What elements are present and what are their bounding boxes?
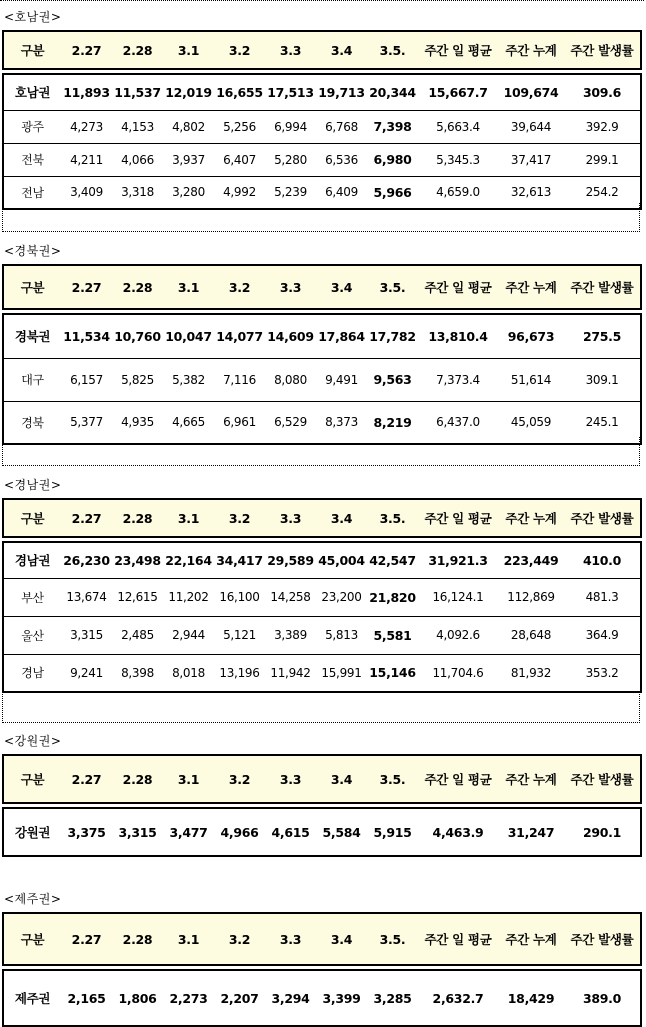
cell-value: 34,417 bbox=[214, 542, 265, 578]
cell-value: 18,429 bbox=[498, 970, 564, 1026]
table-row bbox=[3, 578, 641, 616]
column-header: 주간 누계 bbox=[498, 755, 564, 803]
column-header: 3.2 bbox=[214, 913, 265, 965]
cell-value: 6,157 bbox=[61, 358, 112, 401]
cell-value: 4,665 bbox=[163, 401, 214, 444]
cell-value: 11,534 bbox=[61, 314, 112, 358]
cell-value: 8,219 bbox=[367, 401, 418, 444]
section-table bbox=[2, 30, 642, 210]
cell-value: 5,377 bbox=[61, 401, 112, 444]
dotted-spacer bbox=[2, 437, 640, 466]
cell-value: 9,491 bbox=[316, 358, 367, 401]
cell-value: 5,256 bbox=[214, 110, 265, 143]
cell-value: 4,153 bbox=[112, 110, 163, 143]
cell-value: 3,294 bbox=[265, 970, 316, 1026]
cell-value: 31,247 bbox=[498, 808, 564, 856]
cell-value: 2,207 bbox=[214, 970, 265, 1026]
column-header: 3.1 bbox=[163, 499, 214, 537]
cell-value: 3,399 bbox=[316, 970, 367, 1026]
table-header-row bbox=[3, 755, 641, 803]
cell-value: 12,019 bbox=[163, 74, 214, 110]
row-label: 울산 bbox=[3, 616, 61, 654]
column-header: 2.28 bbox=[112, 499, 163, 537]
cell-value: 4,659.0 bbox=[418, 176, 498, 209]
column-header: 주간 발생률 bbox=[564, 913, 641, 965]
cell-value: 22,164 bbox=[163, 542, 214, 578]
region-total-row bbox=[3, 808, 641, 856]
section-table bbox=[2, 912, 642, 1027]
column-header: 2.27 bbox=[61, 913, 112, 965]
cell-value: 45,059 bbox=[498, 401, 564, 444]
cell-value: 5,382 bbox=[163, 358, 214, 401]
page-top-dotted-line bbox=[0, 0, 644, 1]
cell-value: 17,864 bbox=[316, 314, 367, 358]
cell-value: 4,992 bbox=[214, 176, 265, 209]
section-title: <경남권> bbox=[4, 478, 62, 492]
cell-value: 1,806 bbox=[112, 970, 163, 1026]
column-header: 3.5. bbox=[367, 265, 418, 309]
table-header-row bbox=[3, 499, 641, 537]
cell-value: 4,211 bbox=[61, 143, 112, 176]
row-label: 전남 bbox=[3, 176, 61, 209]
cell-value: 96,673 bbox=[498, 314, 564, 358]
column-header: 주간 누계 bbox=[498, 913, 564, 965]
row-label: 경북권 bbox=[3, 314, 61, 358]
section-table bbox=[2, 498, 642, 693]
column-header: 주간 일 평균 bbox=[418, 265, 498, 309]
region-total-row bbox=[3, 314, 641, 358]
cell-value: 6,437.0 bbox=[418, 401, 498, 444]
column-header: 주간 일 평균 bbox=[418, 913, 498, 965]
section-title: <호남권> bbox=[4, 10, 62, 24]
cell-value: 16,655 bbox=[214, 74, 265, 110]
column-header: 주간 일 평균 bbox=[418, 31, 498, 69]
cell-value: 2,485 bbox=[112, 616, 163, 654]
cell-value: 8,398 bbox=[112, 654, 163, 692]
column-header: 3.5. bbox=[367, 755, 418, 803]
cell-value: 8,080 bbox=[265, 358, 316, 401]
cell-value: 3,315 bbox=[112, 808, 163, 856]
cell-value: 6,407 bbox=[214, 143, 265, 176]
section-table bbox=[2, 264, 642, 445]
column-header: 주간 일 평균 bbox=[418, 499, 498, 537]
column-header: 3.1 bbox=[163, 755, 214, 803]
column-header: 3.2 bbox=[214, 755, 265, 803]
cell-value: 309.1 bbox=[564, 358, 641, 401]
column-header: 2.27 bbox=[61, 31, 112, 69]
cell-value: 3,389 bbox=[265, 616, 316, 654]
cell-value: 3,477 bbox=[163, 808, 214, 856]
cell-value: 109,674 bbox=[498, 74, 564, 110]
column-header: 2.28 bbox=[112, 265, 163, 309]
column-header: 2.27 bbox=[61, 499, 112, 537]
section-table bbox=[2, 754, 642, 857]
cell-value: 410.0 bbox=[564, 542, 641, 578]
cell-value: 17,782 bbox=[367, 314, 418, 358]
cell-value: 14,258 bbox=[265, 578, 316, 616]
dotted-spacer bbox=[2, 203, 640, 232]
cell-value: 14,077 bbox=[214, 314, 265, 358]
section-title: <강원권> bbox=[4, 734, 62, 748]
cell-value: 10,047 bbox=[163, 314, 214, 358]
column-header: 3.2 bbox=[214, 265, 265, 309]
cell-value: 11,537 bbox=[112, 74, 163, 110]
cell-value: 7,373.4 bbox=[418, 358, 498, 401]
column-header: 3.3 bbox=[265, 755, 316, 803]
cell-value: 2,165 bbox=[61, 970, 112, 1026]
cell-value: 309.6 bbox=[564, 74, 641, 110]
column-header: 3.4 bbox=[316, 265, 367, 309]
cell-value: 392.9 bbox=[564, 110, 641, 143]
column-header: 3.3 bbox=[265, 499, 316, 537]
column-header: 구분 bbox=[3, 265, 61, 309]
cell-value: 9,241 bbox=[61, 654, 112, 692]
column-header: 3.1 bbox=[163, 31, 214, 69]
cell-value: 3,315 bbox=[61, 616, 112, 654]
cell-value: 14,609 bbox=[265, 314, 316, 358]
column-header: 3.2 bbox=[214, 499, 265, 537]
cell-value: 353.2 bbox=[564, 654, 641, 692]
row-label: 경북 bbox=[3, 401, 61, 444]
cell-value: 42,547 bbox=[367, 542, 418, 578]
cell-value: 6,980 bbox=[367, 143, 418, 176]
cell-value: 2,273 bbox=[163, 970, 214, 1026]
cell-value: 3,318 bbox=[112, 176, 163, 209]
cell-value: 5,121 bbox=[214, 616, 265, 654]
cell-value: 29,589 bbox=[265, 542, 316, 578]
cell-value: 290.1 bbox=[564, 808, 641, 856]
cell-value: 45,004 bbox=[316, 542, 367, 578]
cell-value: 5,825 bbox=[112, 358, 163, 401]
column-header: 주간 누계 bbox=[498, 265, 564, 309]
column-header: 주간 일 평균 bbox=[418, 755, 498, 803]
cell-value: 15,146 bbox=[367, 654, 418, 692]
cell-value: 5,239 bbox=[265, 176, 316, 209]
cell-value: 5,915 bbox=[367, 808, 418, 856]
column-header: 3.1 bbox=[163, 913, 214, 965]
cell-value: 2,944 bbox=[163, 616, 214, 654]
table-header-row bbox=[3, 31, 641, 69]
section-title: <제주권> bbox=[4, 892, 62, 906]
cell-value: 481.3 bbox=[564, 578, 641, 616]
column-header: 3.2 bbox=[214, 31, 265, 69]
row-label: 전북 bbox=[3, 143, 61, 176]
cell-value: 21,820 bbox=[367, 578, 418, 616]
cell-value: 6,994 bbox=[265, 110, 316, 143]
column-header: 2.28 bbox=[112, 755, 163, 803]
cell-value: 28,648 bbox=[498, 616, 564, 654]
cell-value: 37,417 bbox=[498, 143, 564, 176]
cell-value: 4,615 bbox=[265, 808, 316, 856]
column-header: 주간 발생률 bbox=[564, 265, 641, 309]
cell-value: 5,966 bbox=[367, 176, 418, 209]
cell-value: 23,200 bbox=[316, 578, 367, 616]
region-total-row bbox=[3, 542, 641, 578]
column-header: 3.5. bbox=[367, 31, 418, 69]
row-label: 제주권 bbox=[3, 970, 61, 1026]
cell-value: 4,935 bbox=[112, 401, 163, 444]
cell-value: 5,345.3 bbox=[418, 143, 498, 176]
column-header: 3.5. bbox=[367, 499, 418, 537]
column-header: 주간 발생률 bbox=[564, 755, 641, 803]
cell-value: 81,932 bbox=[498, 654, 564, 692]
table-row bbox=[3, 110, 641, 143]
dotted-spacer bbox=[2, 692, 640, 723]
cell-value: 6,768 bbox=[316, 110, 367, 143]
column-header: 주간 발생률 bbox=[564, 31, 641, 69]
cell-value: 11,202 bbox=[163, 578, 214, 616]
cell-value: 10,760 bbox=[112, 314, 163, 358]
cell-value: 3,285 bbox=[367, 970, 418, 1026]
cell-value: 6,409 bbox=[316, 176, 367, 209]
cell-value: 8,018 bbox=[163, 654, 214, 692]
column-header: 2.28 bbox=[112, 913, 163, 965]
cell-value: 7,398 bbox=[367, 110, 418, 143]
cell-value: 11,704.6 bbox=[418, 654, 498, 692]
cell-value: 5,584 bbox=[316, 808, 367, 856]
table-header-row bbox=[3, 265, 641, 309]
column-header: 3.1 bbox=[163, 265, 214, 309]
cell-value: 4,463.9 bbox=[418, 808, 498, 856]
table-row bbox=[3, 358, 641, 401]
cell-value: 11,893 bbox=[61, 74, 112, 110]
cell-value: 26,230 bbox=[61, 542, 112, 578]
cell-value: 4,966 bbox=[214, 808, 265, 856]
cell-value: 39,644 bbox=[498, 110, 564, 143]
region-total-row bbox=[3, 74, 641, 110]
cell-value: 299.1 bbox=[564, 143, 641, 176]
column-header: 구분 bbox=[3, 499, 61, 537]
cell-value: 5,581 bbox=[367, 616, 418, 654]
cell-value: 13,196 bbox=[214, 654, 265, 692]
cell-value: 7,116 bbox=[214, 358, 265, 401]
table-header-row bbox=[3, 913, 641, 965]
section-title: <경북권> bbox=[4, 244, 62, 258]
table-row bbox=[3, 616, 641, 654]
cell-value: 13,810.4 bbox=[418, 314, 498, 358]
row-label: 경남권 bbox=[3, 542, 61, 578]
table-row bbox=[3, 654, 641, 692]
cell-value: 5,813 bbox=[316, 616, 367, 654]
column-header: 구분 bbox=[3, 31, 61, 69]
cell-value: 11,942 bbox=[265, 654, 316, 692]
cell-value: 245.1 bbox=[564, 401, 641, 444]
cell-value: 389.0 bbox=[564, 970, 641, 1026]
cell-value: 3,375 bbox=[61, 808, 112, 856]
column-header: 3.4 bbox=[316, 499, 367, 537]
cell-value: 5,663.4 bbox=[418, 110, 498, 143]
cell-value: 254.2 bbox=[564, 176, 641, 209]
column-header: 3.3 bbox=[265, 913, 316, 965]
cell-value: 31,921.3 bbox=[418, 542, 498, 578]
row-label: 광주 bbox=[3, 110, 61, 143]
cell-value: 15,667.7 bbox=[418, 74, 498, 110]
column-header: 3.3 bbox=[265, 31, 316, 69]
cell-value: 9,563 bbox=[367, 358, 418, 401]
row-label: 호남권 bbox=[3, 74, 61, 110]
cell-value: 6,529 bbox=[265, 401, 316, 444]
cell-value: 51,614 bbox=[498, 358, 564, 401]
region-total-row bbox=[3, 970, 641, 1026]
column-header: 3.5. bbox=[367, 913, 418, 965]
cell-value: 3,280 bbox=[163, 176, 214, 209]
cell-value: 4,802 bbox=[163, 110, 214, 143]
cell-value: 32,613 bbox=[498, 176, 564, 209]
cell-value: 19,713 bbox=[316, 74, 367, 110]
column-header: 구분 bbox=[3, 755, 61, 803]
cell-value: 3,409 bbox=[61, 176, 112, 209]
cell-value: 6,961 bbox=[214, 401, 265, 444]
cell-value: 12,615 bbox=[112, 578, 163, 616]
column-header: 2.27 bbox=[61, 755, 112, 803]
column-header: 구분 bbox=[3, 913, 61, 965]
cell-value: 16,100 bbox=[214, 578, 265, 616]
cell-value: 4,092.6 bbox=[418, 616, 498, 654]
cell-value: 23,498 bbox=[112, 542, 163, 578]
row-label: 부산 bbox=[3, 578, 61, 616]
cell-value: 8,373 bbox=[316, 401, 367, 444]
column-header: 2.27 bbox=[61, 265, 112, 309]
cell-value: 20,344 bbox=[367, 74, 418, 110]
column-header: 주간 누계 bbox=[498, 31, 564, 69]
cell-value: 223,449 bbox=[498, 542, 564, 578]
cell-value: 6,536 bbox=[316, 143, 367, 176]
column-header: 3.4 bbox=[316, 31, 367, 69]
cell-value: 17,513 bbox=[265, 74, 316, 110]
column-header: 3.4 bbox=[316, 755, 367, 803]
row-label: 대구 bbox=[3, 358, 61, 401]
cell-value: 2,632.7 bbox=[418, 970, 498, 1026]
row-label: 경남 bbox=[3, 654, 61, 692]
cell-value: 3,937 bbox=[163, 143, 214, 176]
cell-value: 112,869 bbox=[498, 578, 564, 616]
cell-value: 364.9 bbox=[564, 616, 641, 654]
cell-value: 5,280 bbox=[265, 143, 316, 176]
cell-value: 15,991 bbox=[316, 654, 367, 692]
cell-value: 16,124.1 bbox=[418, 578, 498, 616]
cell-value: 4,066 bbox=[112, 143, 163, 176]
row-label: 강원권 bbox=[3, 808, 61, 856]
cell-value: 275.5 bbox=[564, 314, 641, 358]
column-header: 주간 발생률 bbox=[564, 499, 641, 537]
table-row bbox=[3, 143, 641, 176]
cell-value: 4,273 bbox=[61, 110, 112, 143]
column-header: 3.4 bbox=[316, 913, 367, 965]
column-header: 2.28 bbox=[112, 31, 163, 69]
column-header: 3.3 bbox=[265, 265, 316, 309]
column-header: 주간 누계 bbox=[498, 499, 564, 537]
cell-value: 13,674 bbox=[61, 578, 112, 616]
